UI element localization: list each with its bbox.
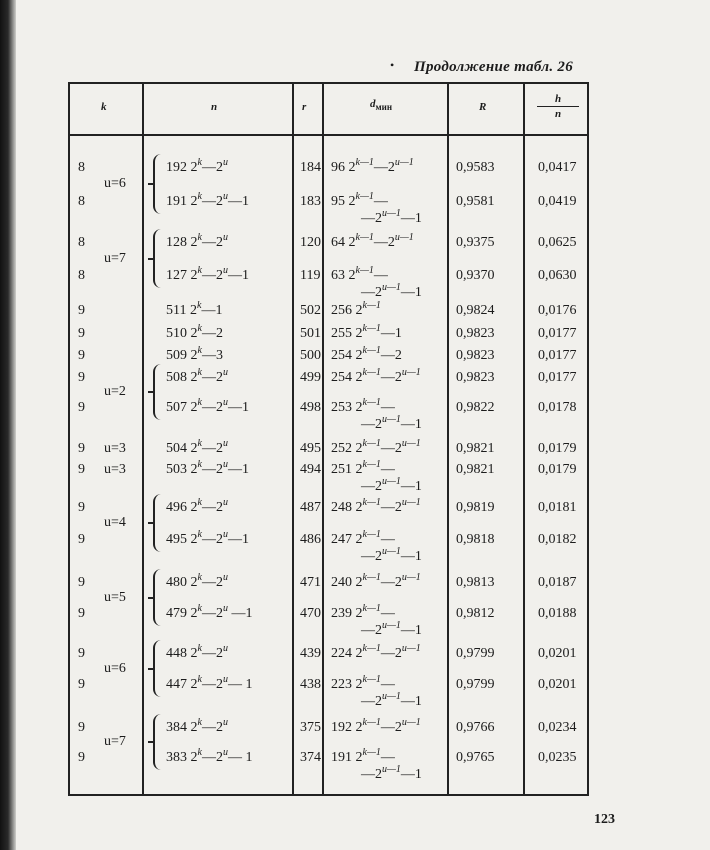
row-17-r: 375 [300,720,321,735]
group-brace-3 [153,494,161,552]
row-18-r: 374 [300,750,321,765]
column-rule-0 [142,82,144,794]
row-0-hn: 0,0417 [538,160,577,175]
row-17-k: 9 [78,720,85,735]
row-18-d: 191 $2^{k—1}—$ [331,747,395,765]
page-number: 123 [594,812,615,827]
row-9-n: 504 2$^k$—2$^u$ [166,438,228,456]
header-k: k [101,101,107,113]
row-4-r: 502 [300,303,321,318]
row-0-k: 8 [78,160,85,175]
row-9-d: 252 $2^{k—1}—2^{u—1}$ [331,438,421,456]
header-d-base: d [370,98,376,110]
row-16-d-continued: $—2^{u—1}—1$ [361,691,422,709]
row-13-hn: 0,0187 [538,575,577,590]
column-rule-2 [322,82,324,794]
row-11-hn: 0,0181 [538,500,577,515]
row-18-n: 383 2$^k$—2$^u$— 1 [166,747,253,765]
row-10-u: u=3 [104,462,126,477]
row-11-d: 248 $2^{k—1}—2^{u—1}$ [331,497,421,515]
row-0-r: 184 [300,160,321,175]
header-hn-den: n [554,108,562,120]
header-R: R [479,101,487,113]
row-1-d: 95 $2^{k—1}—$ [331,191,388,209]
row-6-d: 254 $2^{k—1}—2$ [331,345,402,363]
row-15-n: 448 2$^k$—2$^u$ [166,643,228,661]
row-4-n: 511 2$^k$—1 [166,300,223,318]
row-15-hn: 0,0201 [538,646,577,661]
row-17-R: 0,9766 [456,720,495,735]
row-8-k: 9 [78,400,85,415]
row-4-R: 0,9824 [456,303,495,318]
row-8-n: 507 2$^k$—2$^u$—1 [166,397,249,415]
row-3-k: 8 [78,268,85,283]
header-d-sub: мин [375,102,393,113]
row-16-k: 9 [78,677,85,692]
row-8-R: 0,9822 [456,400,495,415]
row-17-n: 384 2$^k$—2$^u$ [166,717,228,735]
row-9-u: u=3 [104,441,126,456]
row-4-d: 256 $2^{k—1}$ [331,300,381,318]
row-10-r: 494 [300,462,321,477]
column-rule-4 [523,82,525,794]
row-16-r: 438 [300,677,321,692]
row-14-d-continued: $—2^{u—1}—1$ [361,620,422,638]
group-brace-0 [153,154,161,214]
row-11-r: 487 [300,500,321,515]
row-15-k: 9 [78,646,85,661]
group-brace-1 [153,229,161,288]
row-10-k: 9 [78,462,85,477]
row-6-R: 0,9823 [456,348,495,363]
row-2-d: 64 $2^{k—1}—2^{u—1}$ [331,232,414,250]
row-6-hn: 0,0177 [538,348,577,363]
row-14-hn: 0,0188 [538,606,577,621]
row-3-hn: 0,0630 [538,268,577,283]
row-6-r: 500 [300,348,321,363]
row-7-k: 9 [78,370,85,385]
row-7-hn: 0,0177 [538,370,577,385]
row-16-R: 0,9799 [456,677,495,692]
row-1-k: 8 [78,194,85,209]
group-label-2: u=2 [104,384,126,399]
row-12-hn: 0,0182 [538,532,577,547]
row-12-k: 9 [78,532,85,547]
table-top-rule [68,82,589,84]
row-8-d-continued: $—2^{u—1}—1$ [361,414,422,432]
row-4-k: 9 [78,303,85,318]
table-caption: Продолжение табл. 26 [414,59,574,75]
header-r: r [302,101,307,113]
column-rule-3 [447,82,449,794]
group-label-1: u=7 [104,250,126,266]
row-9-R: 0,9821 [456,441,495,456]
row-13-R: 0,9813 [456,575,495,590]
group-label-4: u=5 [104,589,126,605]
row-13-n: 480 2$^k$—2$^u$ [166,572,228,590]
row-14-d: 239 $2^{k—1}—$ [331,603,395,621]
group-label-0: u=6 [104,176,126,191]
header-d-min [370,98,392,112]
header-hn-fraction-bar [537,106,579,107]
row-5-R: 0,9823 [456,326,495,341]
row-5-k: 9 [78,326,85,341]
row-11-R: 0,9819 [456,500,495,515]
row-9-k: 9 [78,441,85,456]
row-5-d: 255 $2^{k—1}—1$ [331,323,402,341]
ink-dot: • [390,58,395,72]
row-5-n: 510 2$^k$—2 [166,323,223,341]
row-9-r: 495 [300,441,321,456]
row-12-n: 495 2$^k$—2$^u$—1 [166,529,249,547]
group-brace-6 [153,714,161,770]
group-brace-5 [153,640,161,697]
table-right-border [587,82,589,794]
row-17-d: 192 $2^{k—1}—2^{u—1}$ [331,717,421,735]
row-12-d: 247 $2^{k—1}—$ [331,529,395,547]
row-10-n: 503 2$^k$—2$^u$—1 [166,459,249,477]
row-8-r: 498 [300,400,321,415]
row-14-n: 479 2$^k$—2$^u$ —1 [166,603,253,621]
column-rule-1 [292,82,294,794]
group-brace-2 [153,364,161,420]
header-n: n [211,101,218,113]
table-left-border [68,82,70,794]
row-13-d: 240 $2^{k—1}—2^{u—1}$ [331,572,421,590]
book-page [16,0,710,850]
row-12-d-continued: $—2^{u—1}—1$ [361,546,422,564]
group-brace-4 [153,569,161,626]
row-6-k: 9 [78,348,85,363]
row-1-R: 0,9581 [456,194,495,209]
row-12-R: 0,9818 [456,532,495,547]
row-14-k: 9 [78,606,85,621]
group-label-3: u=4 [104,515,126,530]
header-hn-num: h [554,93,562,105]
row-18-d-continued: $—2^{u—1}—1$ [361,764,422,782]
group-label-6: u=7 [104,734,126,749]
row-0-R: 0,9583 [456,160,495,175]
row-3-R: 0,9370 [456,268,495,283]
row-5-hn: 0,0177 [538,326,577,341]
header-rule [68,134,589,136]
group-label-5: u=6 [104,660,126,676]
row-3-r: 119 [300,268,321,283]
row-10-d-continued: $—2^{u—1}—1$ [361,476,422,494]
row-1-n: 191 2$^k$—2$^u$—1 [166,191,249,209]
row-11-k: 9 [78,500,85,515]
row-14-r: 470 [300,606,321,621]
row-0-n: 192 2$^k$—2$^u$ [166,157,228,175]
row-2-n: 128 2$^k$—2$^u$ [166,232,228,250]
row-7-r: 499 [300,370,321,385]
row-2-R: 0,9375 [456,235,495,250]
header-h-over-n [537,93,579,120]
row-10-R: 0,9821 [456,462,495,477]
row-3-n: 127 2$^k$—2$^u$—1 [166,265,249,283]
row-4-hn: 0,0176 [538,303,577,318]
row-10-d: 251 $2^{k—1}—$ [331,459,395,477]
row-11-n: 496 2$^k$—2$^u$ [166,497,228,515]
row-15-R: 0,9799 [456,646,495,661]
row-5-r: 501 [300,326,321,341]
row-3-d: 63 $2^{k—1}—$ [331,265,388,283]
row-7-n: 508 2$^k$—2$^u$ [166,367,228,385]
row-7-d: 254 $2^{k—1}—2^{u—1}$ [331,367,421,385]
row-9-hn: 0,0179 [538,441,577,456]
row-16-d: 223 $2^{k—1}—$ [331,674,395,692]
row-18-k: 9 [78,750,85,765]
row-6-n: 509 2$^k$—3 [166,345,223,363]
row-10-hn: 0,0179 [538,462,577,477]
row-2-k: 8 [78,235,85,250]
row-14-R: 0,9812 [456,606,495,621]
row-1-hn: 0,0419 [538,194,577,209]
row-15-d: 224 $2^{k—1}—2^{u—1}$ [331,643,421,661]
row-17-hn: 0,0234 [538,720,577,735]
row-1-r: 183 [300,194,321,209]
row-2-hn: 0,0625 [538,235,577,250]
row-16-hn: 0,0201 [538,677,577,692]
row-15-r: 439 [300,646,321,661]
row-7-R: 0,9823 [456,370,495,385]
row-16-n: 447 2$^k$—2$^u$— 1 [166,674,253,692]
row-1-d-continued: $—2^{u—1}—1$ [361,208,422,226]
book-spine [0,0,16,850]
row-13-r: 471 [300,575,321,590]
row-2-r: 120 [300,235,321,250]
table-bottom-rule [68,794,589,796]
row-0-d: 96 $2^{k—1}—2^{u—1}$ [331,157,414,175]
row-12-r: 486 [300,532,321,547]
row-18-hn: 0,0235 [538,750,577,765]
row-13-k: 9 [78,575,85,590]
row-3-d-continued: $—2^{u—1}—1$ [361,282,422,300]
row-18-R: 0,9765 [456,750,495,765]
row-8-d: 253 $2^{k—1}—$ [331,397,395,415]
row-8-hn: 0,0178 [538,400,577,415]
